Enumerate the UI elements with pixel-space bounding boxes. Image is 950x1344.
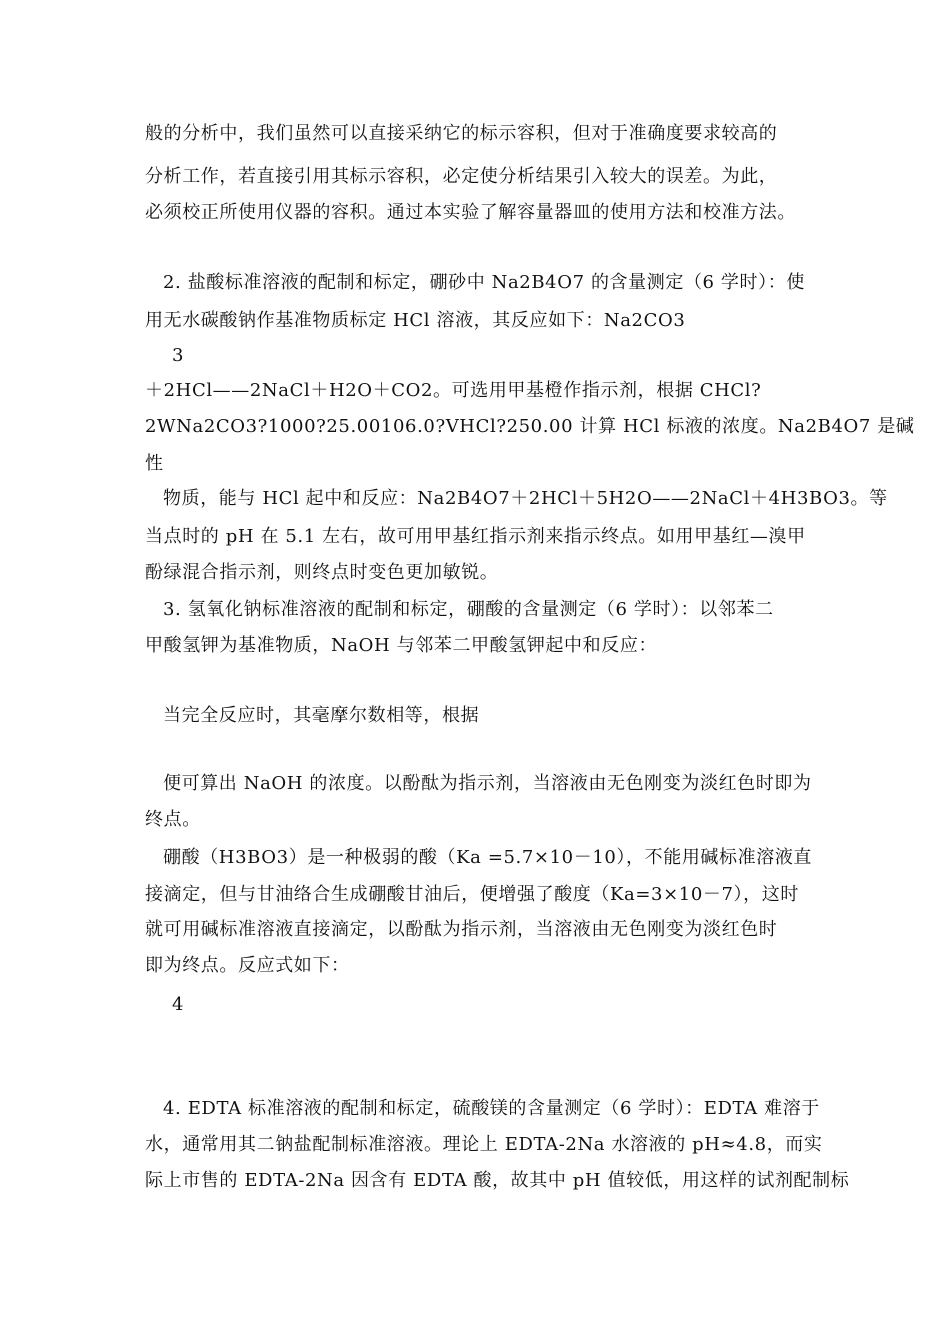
text-line: 接滴定，但与甘油络合生成硼酸甘油后，便增强了酸度（Ka=3×10－7），这时 <box>145 884 799 905</box>
text-line: 般的分析中，我们虽然可以直接采纳它的标示容积，但对于准确度要求较高的 <box>145 123 778 144</box>
text-line: 甲酸氢钾为基准物质，NaOH 与邻苯二甲酸氢钾起中和反应： <box>145 635 658 656</box>
text-line: 当点时的 pH 在 5.1 左右，故可用甲基红指示剂来指示终点。如用甲基红—溴甲 <box>145 526 806 547</box>
text-line: 水，通常用其二钠盐配制标准溶液。理论上 EDTA-2Na 水溶液的 pH≈4.8，而实 <box>145 1134 823 1155</box>
text-line: 硼酸（H3BO3）是一种极弱的酸（Ka =5.7×10－10），不能用碱标准溶液直 <box>163 847 813 868</box>
text-line: 2WNa2CO3?1000?25.00106.0?VHCl?250.00 计算 HCl 标液的浓度。Na2B4O7 是碱 <box>145 416 915 437</box>
text-line: 4. EDTA 标准溶液的配制和标定，硫酸镁的含量测定（6 学时）：EDTA 难溶于 <box>163 1098 820 1119</box>
text-line: 2. 盐酸标准溶液的配制和标定，硼砂中 Na2B4O7 的含量测定（6 学时）：使 <box>163 272 805 293</box>
text-line: 际上市售的 EDTA-2Na 因含有 EDTA 酸，故其中 pH 值较低，用这样的试剂配制标 <box>145 1170 850 1191</box>
text-line: 性 <box>145 453 164 474</box>
text-line: 分析工作，若直接引用其标示容积，必定使分析结果引入较大的误差。为此， <box>145 166 778 187</box>
text-line: 酚绿混合指示剂，则终点时变色更加敏锐。 <box>145 562 499 583</box>
text-line: 用无水碳酸钠作基准物质标定 HCl 溶液，其反应如下：Na2CO3 <box>145 310 686 331</box>
text-line: 当完全反应时，其毫摩尔数相等，根据 <box>163 705 480 726</box>
text-line: 物质，能与 HCl 起中和反应：Na2B4O7＋2HCl＋5H2O——2NaCl＋4H3BO3。等 <box>163 488 888 509</box>
text-line: 必须校正所使用仪器的容积。通过本实验了解容量器皿的使用方法和校准方法。 <box>145 202 796 223</box>
text-line: 4 <box>172 994 185 1015</box>
text-line: 终点。 <box>145 809 201 830</box>
text-line: 就可用碱标准溶液直接滴定，以酚酞为指示剂，当溶液由无色刚变为淡红色时 <box>145 919 778 940</box>
text-line: 3. 氢氧化钠标准溶液的配制和标定，硼酸的含量测定（6 学时）：以邻苯二 <box>163 599 774 620</box>
text-line: 即为终点。反应式如下： <box>145 955 350 976</box>
text-line: ＋2HCl——2NaCl＋H2O＋CO2。可选用甲基橙作指示剂，根据 CHCl? <box>145 380 762 401</box>
text-line: 3 <box>172 345 185 366</box>
text-line: 便可算出 NaOH 的浓度。以酚酞为指示剂，当溶液由无色刚变为淡红色时即为 <box>163 773 812 794</box>
